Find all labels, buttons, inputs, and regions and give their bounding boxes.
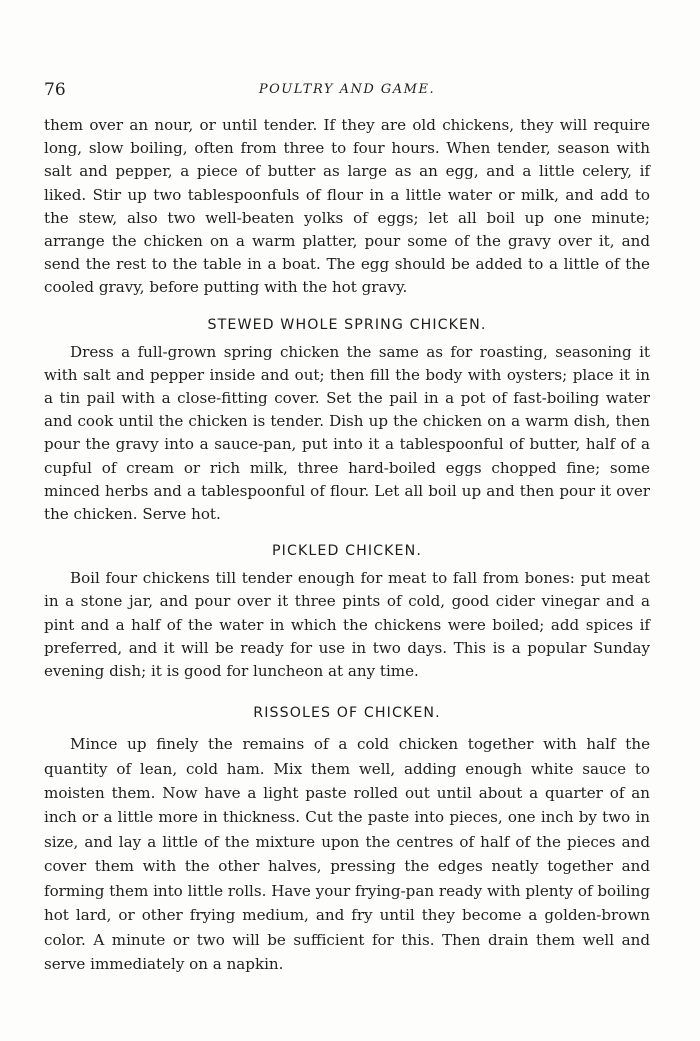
section-rissoles-of-chicken: [44, 705, 650, 976]
section-body: Boil four chickens till tender enough for meat to fall from bones: put meat in a stone jar, and pour over it three pints of cold, good cider vinegar and a pint and a half of the water in which the chickens were boiled; add spices if preferred, and it will be ready for use in two days. This is a popular Sunday evening dish; it is good for luncheon at any time.: [44, 569, 650, 681]
running-title: POULTRY AND GAME.: [258, 82, 436, 97]
section-heading: RISSOLES OF CHICKEN.: [253, 705, 441, 722]
section-stewed-whole-spring-chicken: [44, 317, 650, 527]
section-body: Dress a full-grown spring chicken the same as for roasting, seasoning it with salt and pepper inside and out; then fill the body with oysters; place it in a tin pail with a close-fitting cover. Set the pail in a pot of fast-boiling water and cook until the chicken is tender. Dish up the chicken on a warm dish, then pour the gravy into a sauce-pan, put into it a tablespoonful of butter, half of a cupful of cream or rich milk, three hard-boiled eggs chopped fine; some minced herbs and a tablespoonful of flour. Let all boil up and then pour it over the chicken. Serve hot.: [44, 342, 650, 524]
section-body: Mince up finely the remains of a cold chicken together with half the quantity of lean, cold ham. Mix them well, adding enough white sauce to moisten them. Now have a light paste rolled out until about a quarter of an inch or a little more in thickness. Cut the paste into pieces, one inch by two in size, and lay a little of the mixture upon the centres of half of the pieces and cover them with the other halves, pressing the edges neatly together and forming them into little rolls. Have your frying-pan ready with plenty of boiling hot lard, or other frying medium, and fry until they become a golden-brown color. A minute or two will be sufficient for this. Then drain them well and serve immediately on a napkin.: [44, 735, 650, 973]
page-number: 76: [44, 80, 66, 100]
running-head: [44, 80, 650, 106]
continued-paragraph: them over an nour, or until tender. If they are old chickens, they will require long, slow boiling, often from three to four hours. When tender, season with salt and pepper, a piece of butter as large as an egg, and a little celery, if liked. Stir up two tablespoonfuls of flour in a little water or milk, and add to the stew, also two well-beaten yolks of eggs; let all boil up one minute; arrange the chicken on a warm platter, pour some of the gravy over it, and send the rest to the table in a boat. The egg should be added to a little of the cooled gravy, before putting with the hot gravy.: [44, 116, 650, 297]
section-heading: STEWED WHOLE SPRING CHICKEN.: [207, 316, 487, 333]
section-heading: PICKLED CHICKEN.: [272, 543, 422, 560]
section-pickled-chicken: [44, 543, 650, 683]
book-page: [44, 80, 650, 976]
